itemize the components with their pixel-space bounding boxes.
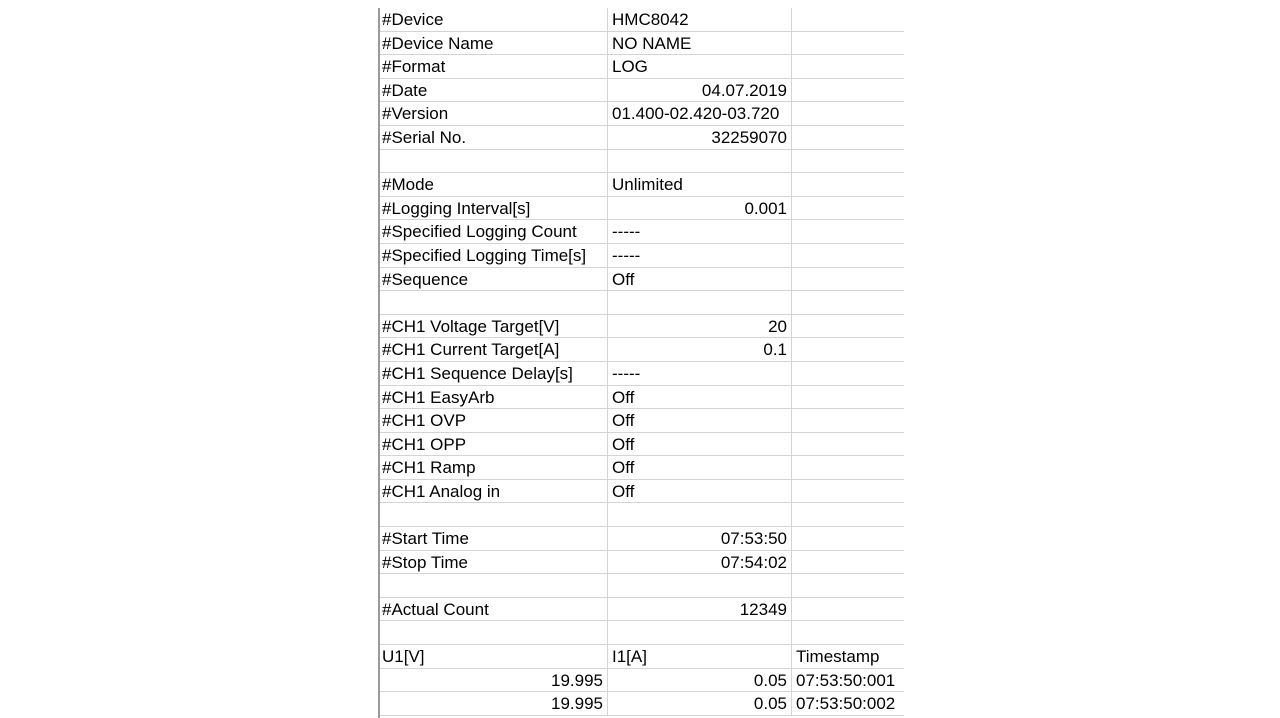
cell-col-c[interactable]: [792, 621, 904, 645]
table-row: [378, 8, 904, 32]
cell-col-c[interactable]: [792, 527, 904, 551]
cell-col-c[interactable]: [792, 315, 904, 339]
cell-col-c[interactable]: [792, 220, 904, 244]
cell-col-a[interactable]: #Device: [378, 8, 608, 32]
cell-col-b[interactable]: [608, 574, 792, 598]
cell-col-b[interactable]: 20: [608, 315, 792, 339]
cell-col-a[interactable]: #Mode: [378, 173, 608, 197]
cell-col-c[interactable]: [792, 8, 904, 32]
cell-col-b[interactable]: -----: [608, 362, 792, 386]
cell-col-b[interactable]: 0.05: [608, 692, 792, 716]
table-row: [378, 433, 904, 457]
table-row: [378, 409, 904, 433]
table-row: [378, 598, 904, 622]
cell-col-a[interactable]: 19.995: [378, 669, 608, 693]
cell-col-c[interactable]: [792, 598, 904, 622]
cell-col-c[interactable]: 07:53:50:002: [792, 692, 904, 716]
table-row: [378, 480, 904, 504]
cell-col-a[interactable]: #Sequence: [378, 268, 608, 292]
cell-col-b[interactable]: 0.001: [608, 197, 792, 221]
cell-col-c[interactable]: [792, 503, 904, 527]
cell-col-b[interactable]: -----: [608, 220, 792, 244]
table-row: [378, 220, 904, 244]
cell-col-a[interactable]: #Version: [378, 102, 608, 126]
cell-col-c[interactable]: [792, 551, 904, 575]
cell-col-c[interactable]: [792, 244, 904, 268]
cell-col-b[interactable]: [608, 503, 792, 527]
table-row: [378, 692, 904, 716]
table-row: [378, 574, 904, 598]
cell-col-a[interactable]: [378, 574, 608, 598]
cell-col-c[interactable]: [792, 362, 904, 386]
cell-col-a[interactable]: #Logging Interval[s]: [378, 197, 608, 221]
cell-col-a[interactable]: #Specified Logging Count: [378, 220, 608, 244]
cell-col-a[interactable]: #Date: [378, 79, 608, 103]
cell-col-b[interactable]: LOG: [608, 55, 792, 79]
cell-col-c[interactable]: [792, 55, 904, 79]
cell-col-b[interactable]: Off: [608, 456, 792, 480]
table-row: [378, 456, 904, 480]
cell-col-c[interactable]: [792, 291, 904, 315]
table-row: [378, 503, 904, 527]
table-row: [378, 173, 904, 197]
cell-col-b[interactable]: -----: [608, 244, 792, 268]
table-row: [378, 126, 904, 150]
cell-col-a[interactable]: #CH1 EasyArb: [378, 386, 608, 410]
table-row: [378, 150, 904, 174]
cell-col-b[interactable]: 07:53:50: [608, 527, 792, 551]
table-row: [378, 244, 904, 268]
cell-col-a[interactable]: #Actual Count: [378, 598, 608, 622]
cell-col-a[interactable]: [378, 621, 608, 645]
cell-col-a[interactable]: #Format: [378, 55, 608, 79]
table-row: [378, 669, 904, 693]
cell-col-b[interactable]: Off: [608, 433, 792, 457]
table-row: [378, 315, 904, 339]
cell-col-a[interactable]: #Stop Time: [378, 551, 608, 575]
cell-col-a[interactable]: U1[V]: [378, 645, 608, 669]
cell-col-c[interactable]: [792, 409, 904, 433]
table-row: [378, 621, 904, 645]
cell-col-c[interactable]: [792, 574, 904, 598]
cell-col-a[interactable]: #Device Name: [378, 32, 608, 56]
cell-col-b[interactable]: 0.05: [608, 669, 792, 693]
cell-col-b[interactable]: 04.07.2019: [608, 79, 792, 103]
table-row: [378, 551, 904, 575]
cell-col-b[interactable]: 0.1: [608, 338, 792, 362]
table-row: [378, 268, 904, 292]
cell-col-a[interactable]: #CH1 OPP: [378, 433, 608, 457]
table-row: [378, 32, 904, 56]
table-row: [378, 291, 904, 315]
spreadsheet-grid: [378, 8, 904, 718]
cell-col-a[interactable]: #CH1 Voltage Target[V]: [378, 315, 608, 339]
cell-col-a[interactable]: #CH1 Ramp: [378, 456, 608, 480]
cell-col-c[interactable]: [792, 480, 904, 504]
cell-col-b[interactable]: Off: [608, 268, 792, 292]
cell-col-b[interactable]: I1[A]: [608, 645, 792, 669]
cell-col-a[interactable]: 19.995: [378, 692, 608, 716]
cell-col-b[interactable]: 01.400-02.420-03.720: [608, 102, 792, 126]
table-row: [378, 102, 904, 126]
cell-col-c[interactable]: [792, 338, 904, 362]
cell-col-b[interactable]: Off: [608, 386, 792, 410]
cell-col-a[interactable]: #CH1 OVP: [378, 409, 608, 433]
table-row: [378, 645, 904, 669]
cell-col-a[interactable]: #Serial No.: [378, 126, 608, 150]
cell-col-c[interactable]: [792, 197, 904, 221]
cell-col-b[interactable]: Off: [608, 480, 792, 504]
cell-col-c[interactable]: [792, 102, 904, 126]
cell-col-b[interactable]: [608, 291, 792, 315]
table-row: [378, 197, 904, 221]
cell-col-c[interactable]: [792, 456, 904, 480]
cell-col-a[interactable]: #CH1 Sequence Delay[s]: [378, 362, 608, 386]
cell-col-c[interactable]: Timestamp: [792, 645, 904, 669]
cell-col-c[interactable]: [792, 150, 904, 174]
cell-col-b[interactable]: NO NAME: [608, 32, 792, 56]
cell-col-c[interactable]: 07:53:50:001: [792, 669, 904, 693]
cell-col-a[interactable]: #Start Time: [378, 527, 608, 551]
cell-col-b[interactable]: Off: [608, 409, 792, 433]
cell-col-b[interactable]: HMC8042: [608, 8, 792, 32]
cell-col-c[interactable]: [792, 79, 904, 103]
cell-col-b[interactable]: [608, 150, 792, 174]
cell-col-a[interactable]: [378, 150, 608, 174]
cell-col-a[interactable]: [378, 503, 608, 527]
cell-col-c[interactable]: [792, 126, 904, 150]
table-row: [378, 386, 904, 410]
table-row: [378, 79, 904, 103]
table-row: [378, 527, 904, 551]
cell-col-c[interactable]: [792, 433, 904, 457]
cell-col-c[interactable]: [792, 173, 904, 197]
cell-col-c[interactable]: [792, 32, 904, 56]
cell-col-b[interactable]: Unlimited: [608, 173, 792, 197]
cell-col-b[interactable]: 12349: [608, 598, 792, 622]
cell-col-c[interactable]: [792, 386, 904, 410]
cell-col-c[interactable]: [792, 268, 904, 292]
cell-col-b[interactable]: [608, 621, 792, 645]
table-row: [378, 362, 904, 386]
table-row: [378, 55, 904, 79]
cell-col-a[interactable]: #CH1 Analog in: [378, 480, 608, 504]
table-row: [378, 338, 904, 362]
cell-col-b[interactable]: 07:54:02: [608, 551, 792, 575]
cell-col-a[interactable]: #Specified Logging Time[s]: [378, 244, 608, 268]
cell-col-a[interactable]: [378, 291, 608, 315]
cell-col-a[interactable]: #CH1 Current Target[A]: [378, 338, 608, 362]
cell-col-b[interactable]: 32259070: [608, 126, 792, 150]
